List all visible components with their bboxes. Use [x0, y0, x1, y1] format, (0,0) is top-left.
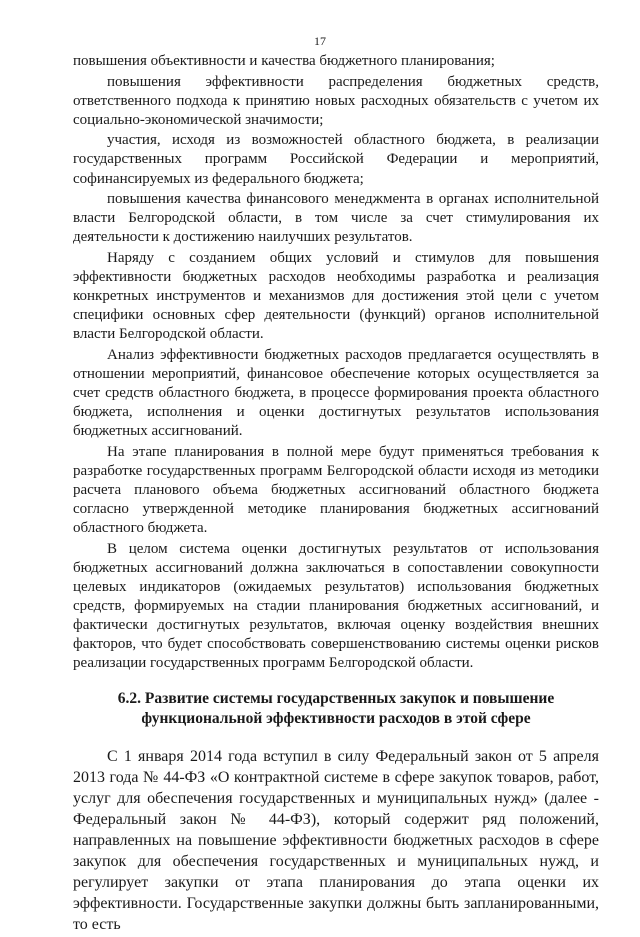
paragraph: На этапе планирования в полной мере будут применяться требования к разработке государственных программ Белгородской области исходя из методики расчета планового объема бюджетных ассигнований областного бюджета согласно утвержденной методике планирования бюджетных ассигнований областного бюджета. [73, 443, 599, 537]
paragraph: Наряду с созданием общих условий и стимулов для повышения эффективности бюджетных расходов необходимы разработка и реализация конкретных инструментов и механизмов для достижения этой цели с учетом специфики основных сфер деятельности (функций) органов исполнительной власти Белгородской области. [73, 249, 599, 343]
document-body [73, 52, 599, 937]
paragraph: повышения объективности и качества бюджетного планирования; [73, 53, 495, 69]
paragraph: повышения эффективности распределения бюджетных средств, ответственного подхода к принятию новых расходных обязательств с учетом их социально-экономической значимости; [73, 73, 599, 128]
paragraph: Анализ эффективности бюджетных расходов предлагается осуществлять в отношении мероприятий, финансовое обеспечение которых осуществляется за счет средств областного бюджета, в процессе формирования проекта областного бюджета, исполнения и оценки достигнутых результатов использования бюджетных ассигнований. [73, 346, 599, 440]
page-number: 17 [314, 34, 326, 48]
section-heading-line: 6.2. Развитие системы государственных закупок и повышение [117, 689, 555, 707]
section-heading-line: функциональной эффективности расходов в этой сфере [141, 709, 531, 727]
paragraph: С 1 января 2014 года вступил в силу Федеральный закон от 5 апреля 2013 года № 44-ФЗ «О контрактной системе в сфере закупок товаров, работ, услуг для обеспечения государственных и муниципальных нужд» (далее - Федеральный закон № 44-ФЗ), который содержит ряд положений, направленных на повышение эффективности бюджетных расходов в сфере закупок для обеспечения государственных и муниципальных нужд, и регулирует закупки от этапа планирования до этапа оценки их эффективности. Государственные закупки должны быть запланированными, то есть [73, 747, 599, 934]
paragraph: участия, исходя из возможностей областного бюджета, в реализации государственных программ Российской Федерации и мероприятий, софинансируемых из федерального бюджета; [73, 132, 599, 187]
paragraph: В целом система оценки достигнутых результатов от использования бюджетных ассигнований должна заключаться в сопоставлении совокупности целевых индикаторов (ожидаемых результатов) использования бюджетных средств, формируемых на стадии планирования бюджетных ассигнований, и фактически достигнутых результатов, включая оценку воздействия внешних факторов, что будет способствовать совершенствованию системы оценки рисков реализации государственных программ Белгородской области. [73, 540, 599, 672]
section-heading [73, 689, 599, 729]
paragraph: повышения качества финансового менеджмента в органах исполнительной власти Белгородской области, в том числе за счет стимулирования их деятельности к достижению наилучших результатов. [73, 191, 599, 246]
